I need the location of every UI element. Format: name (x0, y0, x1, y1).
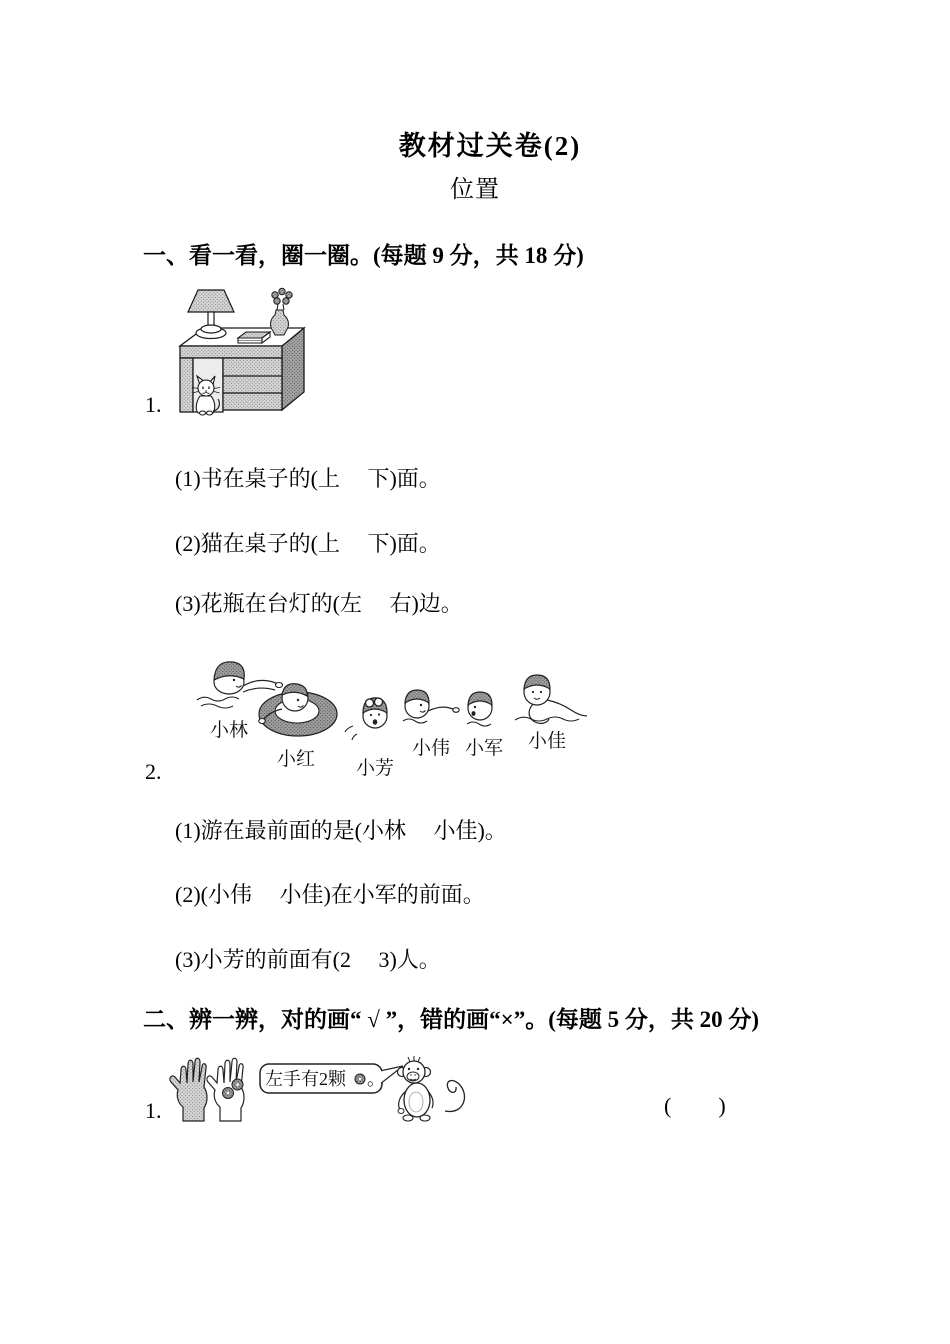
swimmer-label: 小红 (276, 749, 316, 770)
question-1-item-2: (2)猫在桌子的(上 下)面。 (175, 531, 441, 556)
left-hand-icon (170, 1058, 207, 1121)
swimmer-xiaojia (515, 675, 587, 752)
page-title: 教材过关卷(2) (398, 131, 582, 161)
answer-blank: ( ) (664, 1093, 727, 1118)
swimmer-label: 小芳 (355, 758, 395, 779)
page-subtitle: 位置 (450, 177, 500, 203)
swimmer-xiaojun (465, 692, 503, 759)
question-1-number: 1. (145, 392, 162, 417)
question-1-item-1: (1)书在桌子的(上 下)面。 (175, 466, 441, 491)
speech-bubble-punct: 。 (367, 1069, 385, 1089)
right-hand-icon (207, 1058, 244, 1121)
swimmer-xiaohong (259, 684, 337, 770)
swimmer-label: 小军 (464, 738, 504, 759)
speech-bubble-text: 左手有2颗 (265, 1069, 346, 1089)
question-2-number: 2. (145, 759, 162, 784)
question-1-item-3: (3)花瓶在台灯的(左 右)边。 (175, 591, 463, 616)
section-two-heading: 二、辨一辨，对的画“ √ ”，错的画“×”。(每题 5 分，共 20 分) (143, 1007, 760, 1032)
section-one-heading: 一、看一看，圈一圈。(每题 9 分，共 18 分) (143, 243, 584, 268)
swimmer-label: 小林 (209, 720, 249, 741)
swimmer-xiaofang (345, 698, 394, 779)
section2-question-1-number: 1. (145, 1098, 162, 1123)
question-2-item-1: (1)游在最前面的是(小林 小佳)。 (175, 818, 507, 843)
swimmer-xiaowei (403, 690, 459, 759)
swimmers-illustration (185, 648, 595, 783)
speech-bubble (260, 1064, 403, 1093)
question-2-item-3: (3)小芳的前面有(2 3)人。 (175, 947, 441, 972)
desk-illustration (178, 288, 376, 426)
question-2-item-2: (2)(小伟 小佳)在小军的前面。 (175, 882, 485, 907)
swimmer-label: 小佳 (527, 731, 567, 752)
monkey-icon (398, 1056, 465, 1121)
swimmer-label: 小伟 (411, 738, 451, 759)
hands-monkey-illustration (162, 1051, 474, 1127)
